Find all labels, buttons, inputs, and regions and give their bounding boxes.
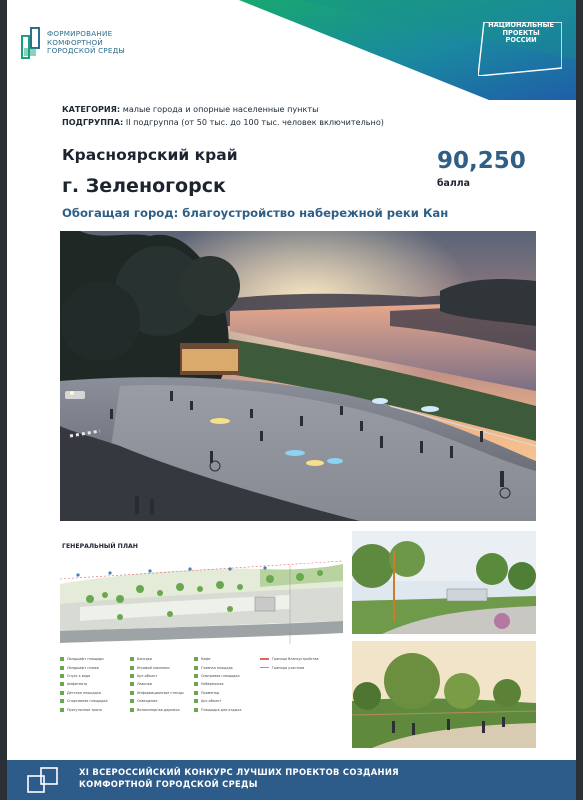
general-plan-title: ГЕНЕРАЛЬНЫЙ ПЛАН: [62, 543, 138, 550]
program-logo-text: [47, 30, 125, 56]
city-title: г. Зеленогорск: [62, 175, 226, 197]
legend-column-3: [194, 655, 241, 714]
legend-item: Информационные стенды: [130, 689, 184, 697]
legend-item: Граница благоустройства: [260, 655, 319, 663]
legend-item: Арт-объект: [194, 697, 241, 705]
region-title: Красноярский край: [62, 146, 238, 164]
legend-item: Прогулочная тропа: [60, 705, 108, 713]
national-projects-text: [488, 22, 554, 45]
legend-item: Ландшафт площади: [60, 655, 108, 663]
legend-item: Освещение: [130, 697, 184, 705]
legend-item: Амфитеатр: [60, 680, 108, 688]
legend-item: Смотровая площадка: [194, 672, 241, 680]
np-line-1: НАЦИОНАЛЬНЫЕ: [488, 21, 554, 29]
contest-title-line-2: КОМФОРТНОЙ ГОРОДСКОЙ СРЕДЫ: [79, 779, 258, 789]
legend-column-2: [130, 655, 184, 714]
contest-title: [79, 766, 399, 790]
legend-item: Площадка для отдыха: [194, 705, 241, 713]
score-value: 90,250: [437, 148, 526, 174]
general-plan-image: [60, 559, 343, 651]
np-line-3: РОССИИ: [505, 36, 537, 45]
category-block: [62, 103, 384, 129]
legend-item: Игровой комплекс: [130, 663, 184, 671]
contest-title-line-1: XI ВСЕРОССИЙСКИЙ КОНКУРС ЛУЧШИХ ПРОЕКТОВ СОЗДАНИЯ: [79, 767, 399, 777]
footer-band: [7, 760, 576, 800]
legend-item: Променад: [194, 689, 241, 697]
legend-item: Спуск к воде: [60, 672, 108, 680]
score-unit: балла: [437, 178, 470, 189]
legend-item: Беседки: [130, 655, 184, 663]
poster-page: [7, 0, 576, 800]
legend-item: Главная площадь: [194, 663, 241, 671]
legend-item: Арт-объект: [130, 672, 184, 680]
category-label: КАТЕГОРИЯ:: [62, 104, 121, 114]
legend-column-4: [260, 655, 319, 672]
category-value: малые города и опорные населенные пункты: [122, 104, 319, 114]
subgroup-value: II подгруппа (от 50 тыс. до 100 тыс. человек включительно): [125, 117, 384, 127]
program-logo: [21, 26, 125, 60]
logo-line-3: ГОРОДСКОЙ СРЕДЫ: [47, 46, 125, 56]
legend-item: Граница участков: [260, 663, 319, 671]
logo-line-1: ФОРМИРОВАНИЕ: [47, 29, 113, 39]
legend-item: Кафе: [194, 655, 241, 663]
legend-column-1: [60, 655, 108, 714]
subgroup-label: ПОДГРУППА:: [62, 117, 124, 127]
program-logo-icon: [21, 26, 41, 60]
legend-item: Велосипедная дорожка: [130, 705, 184, 713]
legend-item: Набережная: [194, 680, 241, 688]
legend-item: Ландшафт пляжа: [60, 663, 108, 671]
legend-item: Детская площадка: [60, 689, 108, 697]
park-visualization-image-1: [352, 531, 536, 634]
contest-logo-icon: [27, 766, 61, 794]
park-visualization-image-2: [352, 641, 536, 748]
np-line-2: ПРОЕКТЫ: [502, 28, 540, 37]
logo-line-2: КОМФОРТНОЙ: [47, 37, 103, 47]
legend-item: Спортивная площадка: [60, 697, 108, 705]
plan-legend: [60, 655, 350, 745]
legend-item: Лавочки: [130, 680, 184, 688]
embankment-render-image: [60, 231, 536, 521]
project-title: Обогащая город: благоустройство набережной реки Кан: [62, 206, 449, 220]
